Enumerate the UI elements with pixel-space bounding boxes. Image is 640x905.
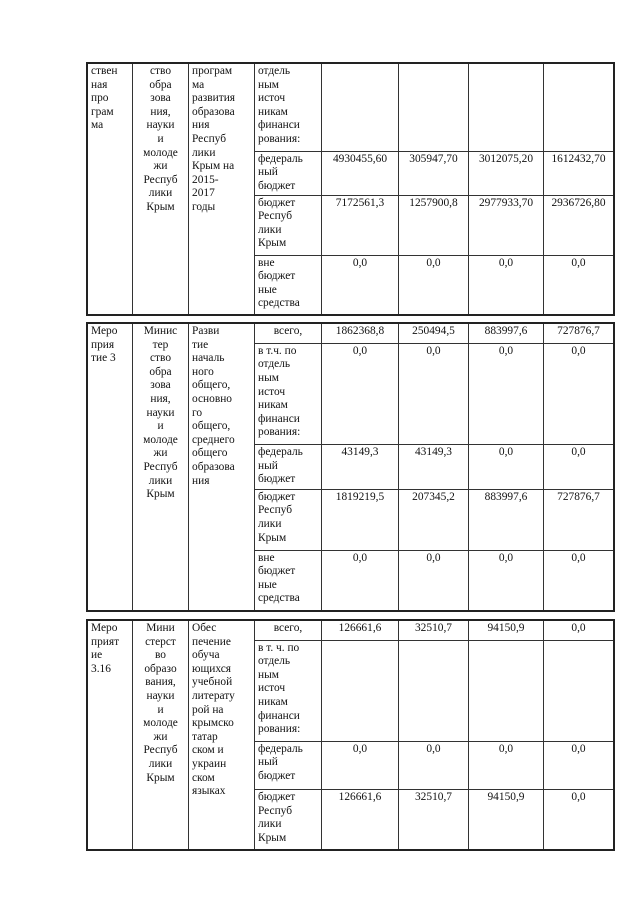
- value-cell: 0,0: [469, 343, 544, 444]
- value-cell: [399, 640, 469, 741]
- value-cell: 0,0: [544, 343, 615, 444]
- value-cell: 94150,9: [469, 620, 544, 640]
- value-cell: [322, 640, 399, 741]
- value-cell: [544, 63, 615, 151]
- value-cell: [469, 63, 544, 151]
- program-name-cell: програм ма развития образова ния Респуб лики Крым на 2015- 2017 годы: [189, 63, 255, 315]
- value-cell: 727876,7: [544, 323, 615, 343]
- program-type-cell: ствен ная про грам ма: [87, 63, 133, 315]
- executor-cell: ство обра зова ния, науки и молоде жи Респуб лики Крым: [133, 63, 189, 315]
- value-cell: [399, 63, 469, 151]
- value-cell: 0,0: [469, 255, 544, 315]
- total-label: всего,: [255, 620, 322, 640]
- value-cell: 4930455,60: [322, 151, 399, 195]
- crimea-budget-label: бюджет Респуб лики Крым: [255, 789, 322, 850]
- value-cell: [322, 63, 399, 151]
- source-label: отдель ным источ никам финанси рования:: [255, 63, 322, 151]
- value-cell: 883997,6: [469, 323, 544, 343]
- value-cell: [544, 640, 615, 741]
- executor-cell: Минис тер ство обра зова ния, науки и молоде жи Респуб лики Крым: [133, 323, 189, 611]
- value-cell: 1612432,70: [544, 151, 615, 195]
- value-cell: 305947,70: [399, 151, 469, 195]
- value-cell: 3012075,20: [469, 151, 544, 195]
- measure-number-cell: Меро прият ие 3.16: [87, 620, 133, 850]
- crimea-budget-label: бюджет Респуб лики Крым: [255, 489, 322, 550]
- value-cell: 0,0: [544, 741, 615, 789]
- source-label: в т.ч. по отдель ным источ никам финанси рования:: [255, 343, 322, 444]
- value-cell: 1862368,8: [322, 323, 399, 343]
- value-cell: 32510,7: [399, 789, 469, 850]
- value-cell: 0,0: [399, 343, 469, 444]
- value-cell: 2977933,70: [469, 195, 544, 255]
- executor-cell: Мини стерст во образо вания, науки и молоде жи Респуб лики Крым: [133, 620, 189, 850]
- value-cell: [469, 640, 544, 741]
- crimea-budget-label: бюджет Респуб лики Крым: [255, 195, 322, 255]
- value-cell: 43149,3: [322, 445, 399, 490]
- budget-table-measure-3-16: [86, 619, 615, 851]
- value-cell: 32510,7: [399, 620, 469, 640]
- budget-table-measure-3: [86, 322, 615, 612]
- value-cell: 126661,6: [322, 620, 399, 640]
- value-cell: 207345,2: [399, 489, 469, 550]
- measure-number-cell: Меро прия тие 3: [87, 323, 133, 611]
- source-label: в т. ч. по отдель ным источ никам финанси рования:: [255, 640, 322, 741]
- value-cell: 2936726,80: [544, 195, 615, 255]
- value-cell: 0,0: [469, 550, 544, 611]
- value-cell: 0,0: [469, 741, 544, 789]
- value-cell: 250494,5: [399, 323, 469, 343]
- offbudget-label: вне бюджет ные средства: [255, 550, 322, 611]
- measure-name-cell: Разви тие началь ного общего, основно го общего, среднего общего образова ния: [189, 323, 255, 611]
- value-cell: 0,0: [399, 550, 469, 611]
- total-label: всего,: [255, 323, 322, 343]
- value-cell: 0,0: [399, 255, 469, 315]
- value-cell: 1257900,8: [399, 195, 469, 255]
- value-cell: 0,0: [469, 445, 544, 490]
- value-cell: 0,0: [322, 741, 399, 789]
- value-cell: 0,0: [544, 550, 615, 611]
- value-cell: 7172561,3: [322, 195, 399, 255]
- value-cell: 0,0: [399, 741, 469, 789]
- value-cell: 1819219,5: [322, 489, 399, 550]
- offbudget-label: вне бюджет ные средства: [255, 255, 322, 315]
- federal-budget-label: федераль ный бюджет: [255, 741, 322, 789]
- value-cell: 43149,3: [399, 445, 469, 490]
- federal-budget-label: федераль ный бюджет: [255, 445, 322, 490]
- federal-budget-label: федераль ный бюджет: [255, 151, 322, 195]
- value-cell: 0,0: [544, 789, 615, 850]
- value-cell: 0,0: [544, 620, 615, 640]
- value-cell: 0,0: [544, 255, 615, 315]
- value-cell: 0,0: [322, 255, 399, 315]
- value-cell: 126661,6: [322, 789, 399, 850]
- value-cell: 727876,7: [544, 489, 615, 550]
- value-cell: 0,0: [544, 445, 615, 490]
- value-cell: 94150,9: [469, 789, 544, 850]
- measure-name-cell: Обес печение обуча ющихся учебной литерату рой на крымско татар ском и украин ском языках: [189, 620, 255, 850]
- budget-table-program: [86, 62, 615, 316]
- value-cell: 0,0: [322, 343, 399, 444]
- value-cell: 0,0: [322, 550, 399, 611]
- value-cell: 883997,6: [469, 489, 544, 550]
